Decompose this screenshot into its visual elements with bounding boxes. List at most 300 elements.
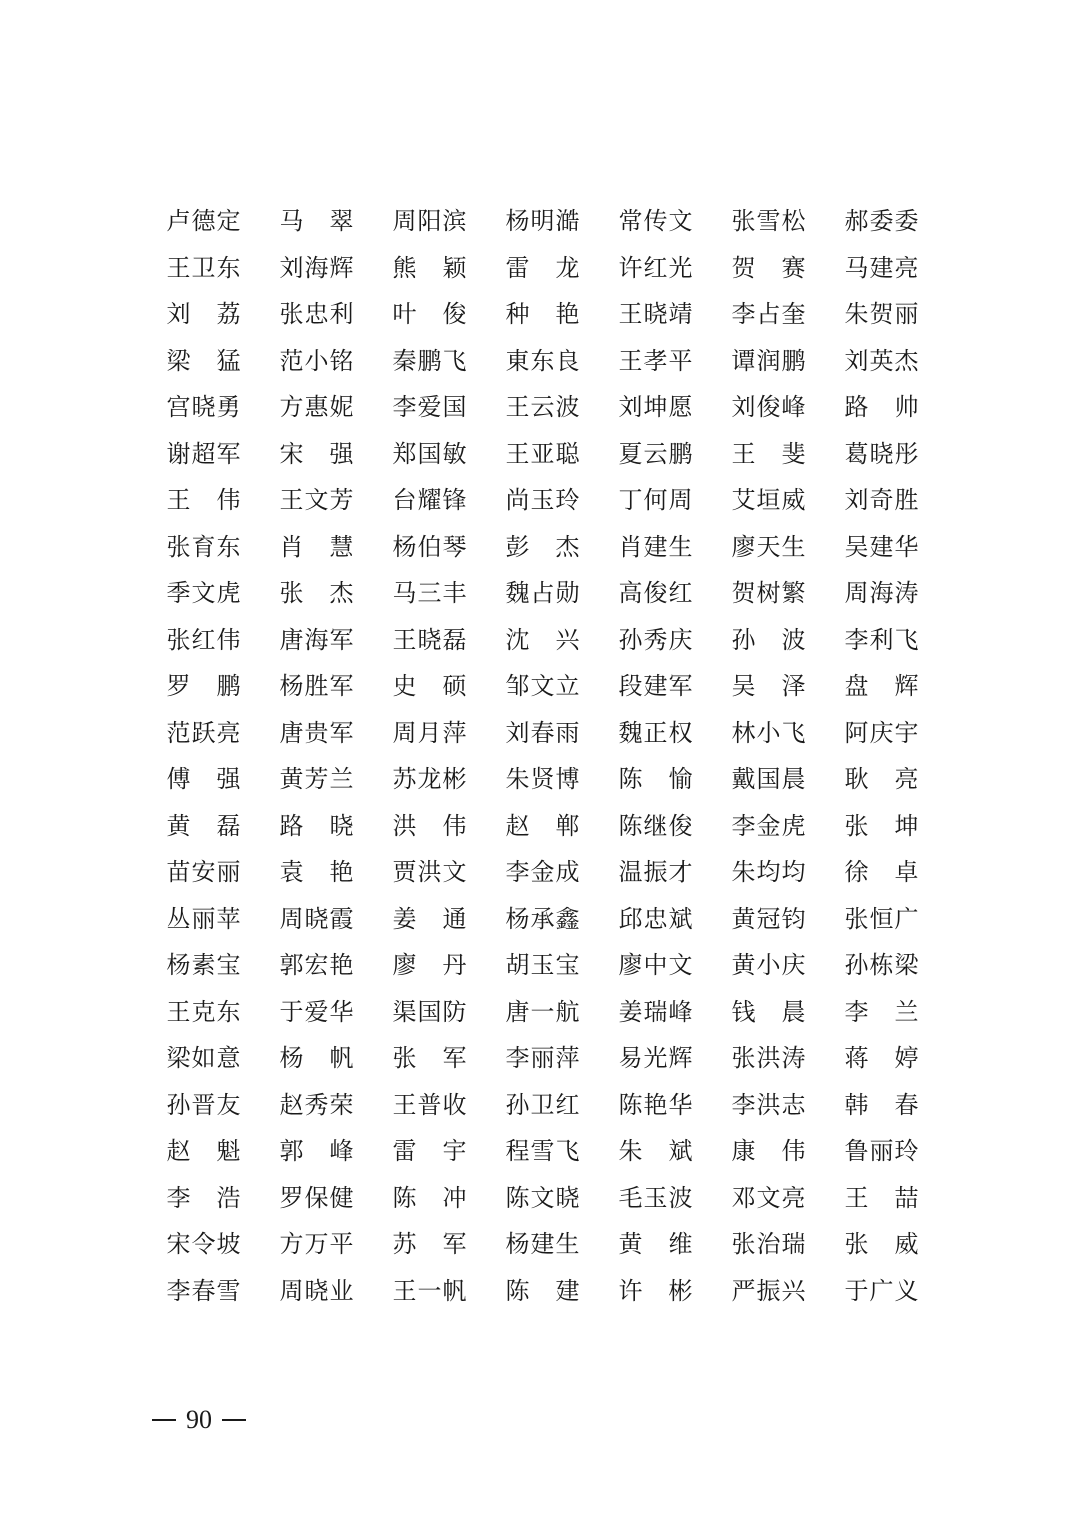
name-text: 路 帅 xyxy=(844,393,919,422)
name-text: 范 小 铭 xyxy=(279,346,354,375)
name-text: 杨 伯 琴 xyxy=(392,532,467,561)
name-entry xyxy=(392,1043,505,1073)
name-entry xyxy=(731,1090,844,1120)
name-text: 廖 丹 xyxy=(392,951,467,980)
name-entry xyxy=(731,532,844,562)
name-text: 渠 国 防 xyxy=(392,997,467,1026)
name-entry xyxy=(166,1183,279,1213)
name-text: 张 雪 松 xyxy=(731,207,806,236)
name-text: 梁 如 意 xyxy=(166,1044,241,1073)
name-entry xyxy=(731,718,844,748)
name-text: 范 跃 亮 xyxy=(166,718,241,747)
name-entry xyxy=(166,950,279,980)
name-text: 张 忠 利 xyxy=(279,300,354,329)
name-text: 杨 胜 军 xyxy=(279,672,354,701)
name-entry xyxy=(392,485,505,515)
name-entry xyxy=(392,811,505,841)
name-entry xyxy=(505,439,618,469)
name-entry xyxy=(844,764,957,794)
name-entry xyxy=(279,1136,392,1166)
name-text: 邓 文 亮 xyxy=(731,1183,806,1212)
name-text: 黄 芳 兰 xyxy=(279,765,354,794)
name-text: 张 恒 广 xyxy=(844,904,919,933)
name-entry xyxy=(505,997,618,1027)
name-entry xyxy=(618,253,731,283)
name-text: 肖 慧 xyxy=(279,532,354,561)
name-text: 李 利 飞 xyxy=(844,625,919,654)
name-entry xyxy=(731,904,844,934)
name-text: 黄 维 xyxy=(618,1230,693,1259)
name-entry xyxy=(392,671,505,701)
name-text: 李 丽 萍 xyxy=(505,1044,580,1073)
name-entry xyxy=(844,1276,957,1306)
name-row xyxy=(166,710,926,757)
name-entry xyxy=(731,578,844,608)
name-text: 谢 超 军 xyxy=(166,439,241,468)
name-entry xyxy=(618,392,731,422)
name-entry xyxy=(618,439,731,469)
name-text: 彭 杰 xyxy=(505,532,580,561)
name-row xyxy=(166,245,926,292)
name-text: 张 育 东 xyxy=(166,532,241,561)
name-entry xyxy=(166,578,279,608)
name-entry xyxy=(279,346,392,376)
name-text: 张 军 xyxy=(392,1044,467,1073)
name-row xyxy=(166,1221,926,1268)
name-entry xyxy=(166,485,279,515)
name-text: 杨 明 澔 xyxy=(505,207,580,236)
name-text: 台 耀 锋 xyxy=(392,486,467,515)
name-text: 王 卫 东 xyxy=(166,253,241,282)
name-text: 朱 斌 xyxy=(618,1137,693,1166)
name-text: 李 浩 xyxy=(166,1183,241,1212)
name-text: 孙 卫 红 xyxy=(505,1090,580,1119)
name-entry xyxy=(844,950,957,980)
name-entry xyxy=(731,392,844,422)
name-entry xyxy=(166,1090,279,1120)
name-row xyxy=(166,849,926,896)
name-entry xyxy=(279,253,392,283)
name-text: 蒋 婷 xyxy=(844,1044,919,1073)
name-text: 郭 宏 艳 xyxy=(279,951,354,980)
name-text: 王 一 帆 xyxy=(392,1276,467,1305)
name-entry xyxy=(844,532,957,562)
name-entry xyxy=(392,625,505,655)
name-entry xyxy=(392,1183,505,1213)
name-text: 陈 愉 xyxy=(618,765,693,794)
name-text: 杨 承 鑫 xyxy=(505,904,580,933)
name-entry xyxy=(166,671,279,701)
name-text: 杨 建 生 xyxy=(505,1230,580,1259)
name-entry xyxy=(505,299,618,329)
name-entry xyxy=(618,299,731,329)
name-text: 丛 丽 苹 xyxy=(166,904,241,933)
name-entry xyxy=(505,950,618,980)
name-entry xyxy=(505,1229,618,1259)
name-text: 毛 玉 波 xyxy=(618,1183,693,1212)
name-text: 王 云 波 xyxy=(505,393,580,422)
name-entry xyxy=(844,1043,957,1073)
name-text: 周 海 涛 xyxy=(844,579,919,608)
name-entry xyxy=(392,1090,505,1120)
page-footer xyxy=(152,1405,246,1435)
name-text: 杨 素 宝 xyxy=(166,951,241,980)
name-entry xyxy=(505,1043,618,1073)
name-text: 孙 栋 梁 xyxy=(844,951,919,980)
name-text: 张 红 伟 xyxy=(166,625,241,654)
name-text: 刘 俊 峰 xyxy=(731,393,806,422)
name-row xyxy=(166,803,926,850)
name-row xyxy=(166,756,926,803)
name-row xyxy=(166,896,926,943)
name-text: 唐 一 航 xyxy=(505,997,580,1026)
name-text: 马 建 亮 xyxy=(844,253,919,282)
name-entry xyxy=(731,346,844,376)
name-entry xyxy=(505,857,618,887)
name-text: 唐 贵 军 xyxy=(279,718,354,747)
name-text: 赵 郸 xyxy=(505,811,580,840)
name-entry xyxy=(279,439,392,469)
name-text: 梁 猛 xyxy=(166,346,241,375)
name-row xyxy=(166,384,926,431)
name-text: 陈 艳 华 xyxy=(618,1090,693,1119)
name-text: 赵 魁 xyxy=(166,1137,241,1166)
name-entry xyxy=(166,532,279,562)
name-text: 盘 辉 xyxy=(844,672,919,701)
name-entry xyxy=(279,1276,392,1306)
name-list-grid xyxy=(166,198,926,1314)
name-entry xyxy=(731,1276,844,1306)
name-entry xyxy=(392,1136,505,1166)
name-text: 徐 卓 xyxy=(844,858,919,887)
name-entry xyxy=(166,764,279,794)
name-entry xyxy=(166,811,279,841)
name-text: 鲁 丽 玲 xyxy=(844,1137,919,1166)
name-text: 钱 晨 xyxy=(731,997,806,1026)
name-text: 戴 国 晨 xyxy=(731,765,806,794)
name-entry xyxy=(392,299,505,329)
name-text: 郑 国 敏 xyxy=(392,439,467,468)
name-text: 温 振 才 xyxy=(618,858,693,887)
name-text: 贺 赛 xyxy=(731,253,806,282)
name-text: 雷 宇 xyxy=(392,1137,467,1166)
name-text: 孙 波 xyxy=(731,625,806,654)
name-entry xyxy=(279,578,392,608)
name-text: 张 杰 xyxy=(279,579,354,608)
name-row xyxy=(166,1082,926,1129)
name-text: 周 晓 业 xyxy=(279,1276,354,1305)
name-entry xyxy=(392,532,505,562)
name-entry xyxy=(731,1136,844,1166)
name-text: 张 洪 涛 xyxy=(731,1044,806,1073)
name-entry xyxy=(618,718,731,748)
name-entry xyxy=(279,299,392,329)
name-text: 刘 海 辉 xyxy=(279,253,354,282)
name-entry xyxy=(618,206,731,236)
name-entry xyxy=(166,206,279,236)
name-text: 胡 玉 宝 xyxy=(505,951,580,980)
name-entry xyxy=(844,718,957,748)
name-entry xyxy=(731,997,844,1027)
name-text: 丁 何 周 xyxy=(618,486,693,515)
name-text: 程 雪 飞 xyxy=(505,1137,580,1166)
name-entry xyxy=(166,997,279,1027)
name-entry xyxy=(844,857,957,887)
name-entry xyxy=(731,671,844,701)
name-entry xyxy=(392,997,505,1027)
name-entry xyxy=(844,1136,957,1166)
name-entry xyxy=(505,718,618,748)
name-text: 郭 峰 xyxy=(279,1137,354,1166)
name-text: 刘 荔 xyxy=(166,300,241,329)
name-text: 吴 泽 xyxy=(731,672,806,701)
name-text: 王 克 东 xyxy=(166,997,241,1026)
name-text: 李 占 奎 xyxy=(731,300,806,329)
name-text: 陈 文 晓 xyxy=(505,1183,580,1212)
name-entry xyxy=(505,346,618,376)
name-entry xyxy=(392,439,505,469)
name-text: 杨 帆 xyxy=(279,1044,354,1073)
name-entry xyxy=(618,997,731,1027)
name-row xyxy=(166,1128,926,1175)
name-text: 张 威 xyxy=(844,1230,919,1259)
name-row xyxy=(166,1175,926,1222)
name-entry xyxy=(731,1043,844,1073)
name-entry xyxy=(731,857,844,887)
name-entry xyxy=(844,578,957,608)
name-entry xyxy=(279,206,392,236)
name-text: 路 晓 xyxy=(279,811,354,840)
name-text: 苏 军 xyxy=(392,1230,467,1259)
name-text: 王 晓 靖 xyxy=(618,300,693,329)
name-text: 种 艳 xyxy=(505,300,580,329)
name-text: 李 兰 xyxy=(844,997,919,1026)
name-text: 王 斐 xyxy=(731,439,806,468)
name-text: 卢 德 定 xyxy=(166,207,241,236)
name-entry xyxy=(844,299,957,329)
name-text: 刘 坤 愿 xyxy=(618,393,693,422)
name-row xyxy=(166,431,926,478)
name-text: 张 治 瑞 xyxy=(731,1230,806,1259)
name-text: 韩 春 xyxy=(844,1090,919,1119)
name-text: 吴 建 华 xyxy=(844,532,919,561)
name-entry xyxy=(392,578,505,608)
name-text: 方 万 平 xyxy=(279,1230,354,1259)
name-text: 王 亚 聪 xyxy=(505,439,580,468)
name-entry xyxy=(166,857,279,887)
name-entry xyxy=(618,1043,731,1073)
name-entry xyxy=(505,764,618,794)
name-row xyxy=(166,663,926,710)
name-entry xyxy=(279,811,392,841)
name-text: 段 建 军 xyxy=(618,672,693,701)
name-entry xyxy=(731,950,844,980)
name-text: 唐 海 军 xyxy=(279,625,354,654)
name-text: 陈 冲 xyxy=(392,1183,467,1212)
name-text: 马 翠 xyxy=(279,207,354,236)
name-text: 王 伟 xyxy=(166,486,241,515)
name-text: 沈 兴 xyxy=(505,625,580,654)
name-entry xyxy=(505,811,618,841)
name-text: 宋 强 xyxy=(279,439,354,468)
name-row xyxy=(166,524,926,571)
name-text: 刘 英 杰 xyxy=(844,346,919,375)
name-text: 郝 委 委 xyxy=(844,207,919,236)
name-entry xyxy=(166,392,279,422)
name-entry xyxy=(618,671,731,701)
name-text: 廖 天 生 xyxy=(731,532,806,561)
name-text: 王 文 芳 xyxy=(279,486,354,515)
name-row xyxy=(166,291,926,338)
name-text: 宫 晓 勇 xyxy=(166,393,241,422)
name-entry xyxy=(166,253,279,283)
name-entry xyxy=(844,1090,957,1120)
name-text: 周 晓 霞 xyxy=(279,904,354,933)
name-text: 王 晓 磊 xyxy=(392,625,467,654)
name-entry xyxy=(392,950,505,980)
name-text: 谭 润 鹏 xyxy=(731,346,806,375)
footer-dash-right xyxy=(222,1419,246,1421)
name-entry xyxy=(392,346,505,376)
name-row xyxy=(166,617,926,664)
name-text: 黄 磊 xyxy=(166,811,241,840)
name-text: 秦 鹏 飞 xyxy=(392,346,467,375)
name-text: 李 爱 国 xyxy=(392,393,467,422)
name-text: 林 小 飞 xyxy=(731,718,806,747)
name-text: 姜 通 xyxy=(392,904,467,933)
name-entry xyxy=(618,904,731,934)
name-entry xyxy=(618,1090,731,1120)
name-entry xyxy=(618,1276,731,1306)
name-entry xyxy=(279,671,392,701)
name-entry xyxy=(618,811,731,841)
name-text: 朱 贤 博 xyxy=(505,765,580,794)
name-text: 魏 正 权 xyxy=(618,718,693,747)
name-text: 雷 龙 xyxy=(505,253,580,282)
name-entry xyxy=(279,764,392,794)
name-text: 肖 建 生 xyxy=(618,532,693,561)
name-entry xyxy=(844,485,957,515)
name-row xyxy=(166,570,926,617)
name-text: 许 彬 xyxy=(618,1276,693,1305)
name-entry xyxy=(279,718,392,748)
name-entry xyxy=(392,253,505,283)
name-entry xyxy=(505,1276,618,1306)
name-entry xyxy=(844,1229,957,1259)
name-text: 史 硕 xyxy=(392,672,467,701)
name-entry xyxy=(731,1229,844,1259)
name-entry xyxy=(166,1229,279,1259)
name-entry xyxy=(618,950,731,980)
name-entry xyxy=(392,904,505,934)
name-entry xyxy=(392,718,505,748)
name-entry xyxy=(731,206,844,236)
name-text: 阿 庆 宇 xyxy=(844,718,919,747)
name-text: 罗 鹏 xyxy=(166,672,241,701)
name-entry xyxy=(844,671,957,701)
name-row xyxy=(166,1268,926,1315)
name-text: 常 传 文 xyxy=(618,207,693,236)
name-text: 廖 中 文 xyxy=(618,951,693,980)
name-entry xyxy=(279,1229,392,1259)
name-text: 贾 洪 文 xyxy=(392,858,467,887)
name-entry xyxy=(844,625,957,655)
name-text: 贺 树 繁 xyxy=(731,579,806,608)
name-entry xyxy=(844,811,957,841)
name-text: 黄 冠 钧 xyxy=(731,904,806,933)
name-entry xyxy=(505,1090,618,1120)
name-text: 刘 春 雨 xyxy=(505,718,580,747)
name-entry xyxy=(392,857,505,887)
name-entry xyxy=(618,485,731,515)
name-entry xyxy=(731,811,844,841)
name-entry xyxy=(505,625,618,655)
name-entry xyxy=(166,904,279,934)
name-entry xyxy=(844,206,957,236)
name-text: 朱 均 均 xyxy=(731,858,806,887)
name-entry xyxy=(731,625,844,655)
name-text: 洪 伟 xyxy=(392,811,467,840)
name-entry xyxy=(844,392,957,422)
name-text: 夏 云 鹏 xyxy=(618,439,693,468)
name-text: 艾 垣 威 xyxy=(731,486,806,515)
name-row xyxy=(166,338,926,385)
name-entry xyxy=(279,485,392,515)
name-entry xyxy=(731,764,844,794)
name-text: 王 喆 xyxy=(844,1183,919,1212)
name-entry xyxy=(279,904,392,934)
name-text: 葛 晓 彤 xyxy=(844,439,919,468)
name-text: 邱 忠 斌 xyxy=(618,904,693,933)
name-entry xyxy=(166,718,279,748)
name-row xyxy=(166,942,926,989)
name-text: 罗 保 健 xyxy=(279,1183,354,1212)
name-text: 耿 亮 xyxy=(844,765,919,794)
name-text: 王 孝 平 xyxy=(618,346,693,375)
name-entry xyxy=(731,485,844,515)
name-text: 魏 占 勋 xyxy=(505,579,580,608)
name-entry xyxy=(392,1276,505,1306)
name-entry xyxy=(844,439,957,469)
name-entry xyxy=(166,1043,279,1073)
name-entry xyxy=(279,1090,392,1120)
name-text: 朱 贺 丽 xyxy=(844,300,919,329)
name-text: 陈 继 俊 xyxy=(618,811,693,840)
name-text: 苏 龙 彬 xyxy=(392,765,467,794)
name-entry xyxy=(618,578,731,608)
name-text: 李 金 成 xyxy=(505,858,580,887)
name-entry xyxy=(505,1183,618,1213)
name-row xyxy=(166,989,926,1036)
name-entry xyxy=(279,625,392,655)
name-text: 孙 秀 庆 xyxy=(618,625,693,654)
name-entry xyxy=(166,439,279,469)
name-entry xyxy=(279,1043,392,1073)
name-entry xyxy=(505,206,618,236)
name-entry xyxy=(166,1136,279,1166)
name-entry xyxy=(279,950,392,980)
name-text: 季 文 虎 xyxy=(166,579,241,608)
name-text: 尚 玉 玲 xyxy=(505,486,580,515)
name-entry xyxy=(618,346,731,376)
name-entry xyxy=(844,346,957,376)
name-entry xyxy=(279,392,392,422)
name-text: 李 金 虎 xyxy=(731,811,806,840)
name-text: 刘 奇 胜 xyxy=(844,486,919,515)
name-text: 李 春 雪 xyxy=(166,1276,241,1305)
name-text: 王 普 收 xyxy=(392,1090,467,1119)
name-entry xyxy=(505,904,618,934)
